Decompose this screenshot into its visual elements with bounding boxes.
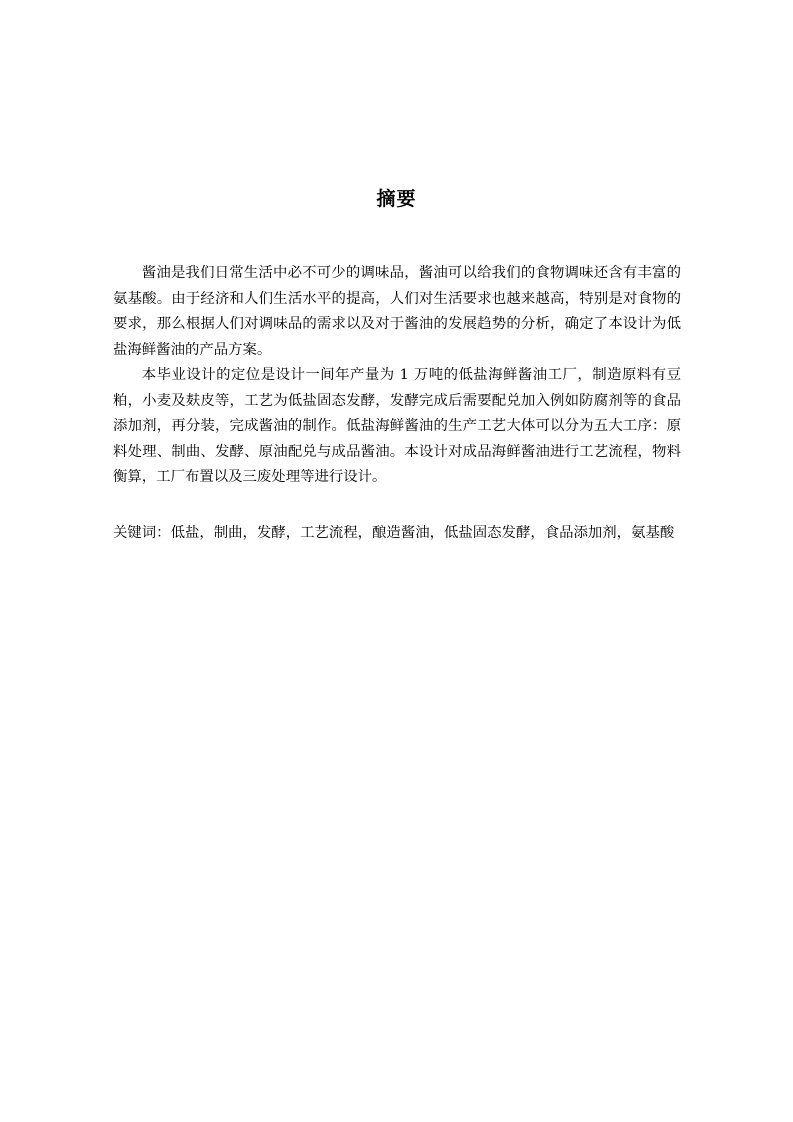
abstract-paragraph-1: 酱油是我们日常生活中必不可少的调味品，酱油可以给我们的食物调味还含有丰富的氨基酸。由于经济和人们生活水平的提高，人们对生活要求也越来越高，特别是对食物的要求，那么根据人们对调味品的需求以及对于酱油的发展趋势的分析，确定了本设计为低盐海鲜酱油的产品方案。 bbox=[113, 265, 681, 358]
page-title: 摘要 bbox=[376, 188, 417, 210]
abstract-paragraph-2: 本毕业设计的定位是设计一间年产量为 1 万吨的低盐海鲜酱油工厂，制造原料有豆粕，小麦及麸皮等，工艺为低盐固态发酵，发酵完成后需要配兑加入例如防腐剂等的食品添加剂，再分装，完成酱油的制作。低盐海鲜酱油的生产工艺大体可以分为五大工序：原料处理、制曲、发酵、原油配兑与成品酱油。本设计对成品海鲜酱油进行工艺流程，物料衡算，工厂布置以及三废处理等进行设计。 bbox=[113, 367, 681, 485]
keywords-line: 关键词：低盐，制曲，发酵，工艺流程，酿造酱油，低盐固态发酵，食品添加剂，氨基酸 bbox=[113, 525, 675, 541]
